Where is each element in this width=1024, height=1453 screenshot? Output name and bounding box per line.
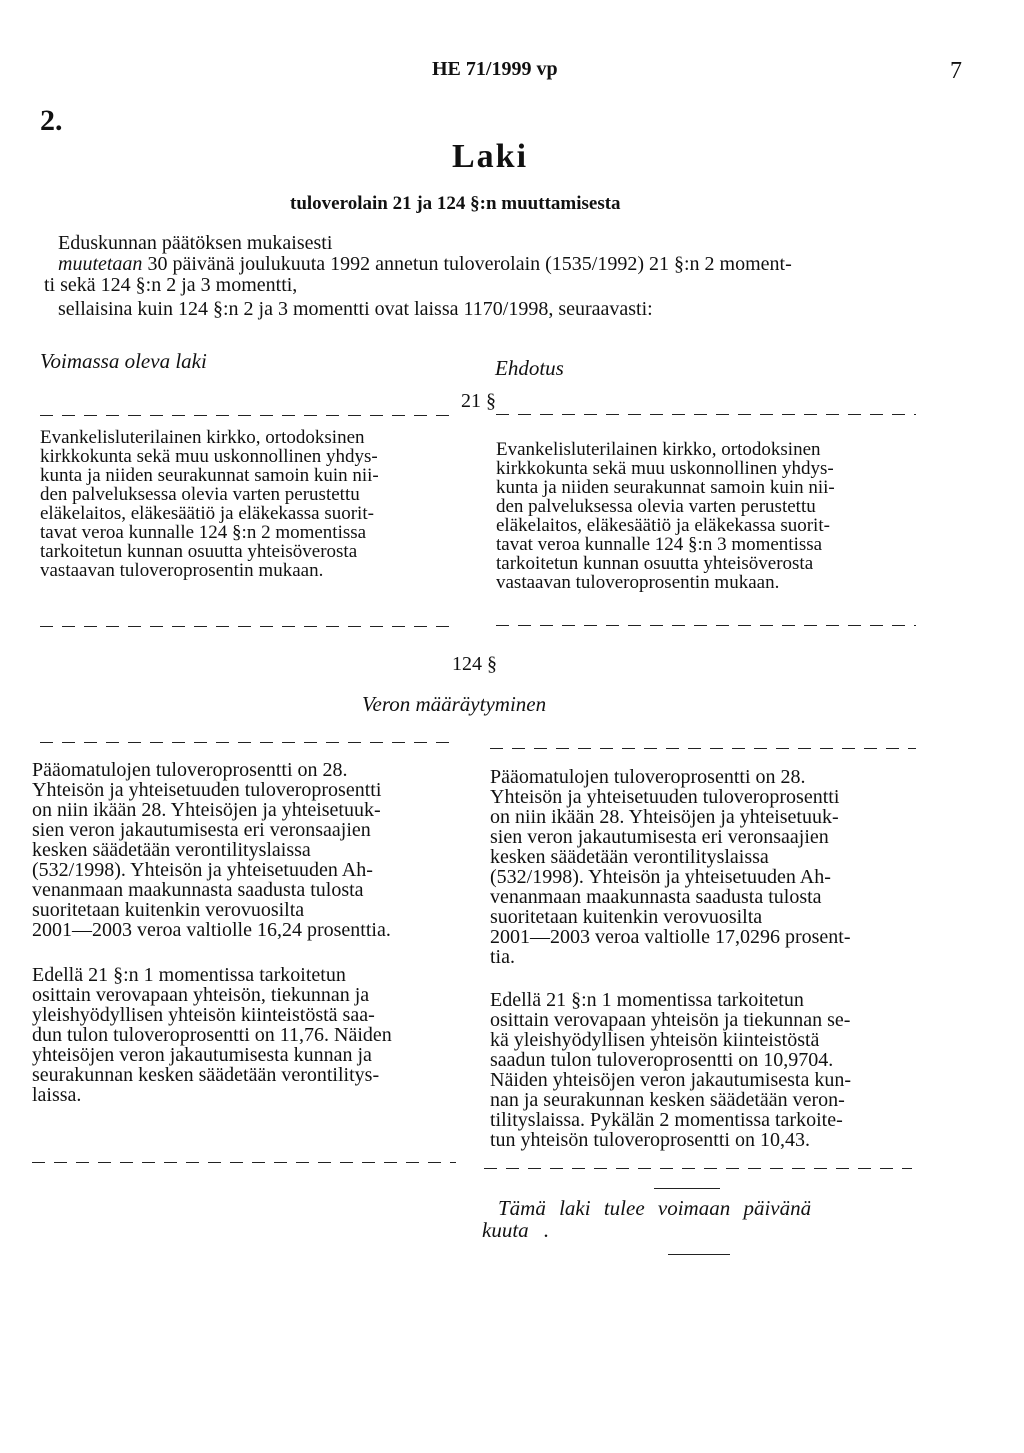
section-124-number: 124 § [452, 653, 497, 675]
text-line: Yhteisön ja yhteisetuuden tuloveroprosentti [32, 779, 382, 801]
intro-line-3: ti sekä 124 §:n 2 ja 3 momentti, [44, 274, 298, 296]
text-line: tarkoitetun kunnan osuutta yhteisöverosta [496, 553, 814, 574]
text-line: sien veron jakautumisesta eri veronsaajien [32, 819, 371, 841]
text-line: Edellä 21 §:n 1 momentissa tarkoitetun [490, 989, 804, 1011]
left-dashed-rule [32, 1162, 456, 1163]
text-line: kunta ja niiden seurakunnat samoin kuin nii- [496, 477, 835, 498]
text-line: tun yhteisön tuloveroprosentti on 10,43. [490, 1129, 810, 1151]
intro-line-2-rest: 30 päivänä joulukuuta 1992 annetun tuloverolain (1535/1992) 21 §:n 2 moment- [142, 253, 792, 275]
section-21-proposed-text [496, 440, 926, 592]
text-line: on niin ikään 28. Yhteisöjen ja yhteisetuuk- [490, 806, 839, 828]
text-line: Näiden yhteisöjen veron jakautumisesta kun- [490, 1069, 852, 1091]
text-line: Evankelisluterilainen kirkko, ortodoksinen [496, 439, 821, 460]
text-line: eläkelaitos, eläkesäätiö ja eläkekassa suorit- [40, 503, 374, 524]
text-line: kä yleishyödyllisen yhteisön kiinteistöstä [490, 1029, 820, 1051]
text-line: den palveluksessa olevia varten perustettu [40, 484, 360, 505]
law-title: Laki [452, 138, 529, 175]
entry-into-force-line-1: Tämä laki tulee voimaan päivänä [498, 1196, 812, 1220]
left-dashed-rule [40, 415, 458, 416]
section-124-current-paragraph-2 [32, 965, 472, 1105]
left-column-heading: Voimassa oleva laki [40, 349, 207, 373]
text-line: vastaavan tuloveroprosentin mukaan. [496, 572, 780, 593]
intro-verb: muutetaan [58, 253, 143, 275]
end-rule [668, 1254, 730, 1255]
text-line: tavat veroa kunnalle 124 §:n 2 momentissa [40, 522, 367, 543]
entry-into-force-line-2: kuuta . [482, 1218, 550, 1242]
text-line: saadun tulon tuloveroprosentti on 10,9704. [490, 1049, 834, 1071]
right-dashed-rule [496, 625, 916, 626]
text-line: eläkelaitos, eläkesäätiö ja eläkekassa suorit- [496, 515, 830, 536]
right-dashed-rule [496, 414, 916, 415]
text-line: 2001—2003 veroa valtiolle 17,0296 prosent- [490, 926, 851, 948]
section-number: 2. [40, 104, 63, 137]
text-line: kesken säädetään verontilityslaissa [490, 846, 769, 868]
text-line: kesken säädetään verontilityslaissa [32, 839, 311, 861]
section-124-proposed-paragraph-1 [490, 767, 930, 967]
right-dashed-rule [490, 748, 916, 749]
text-line: yhteisöjen veron jakautumisesta kunnan ja [32, 1044, 372, 1066]
text-line: Yhteisön ja yhteisetuuden tuloveroprosentti [490, 786, 840, 808]
text-line: Evankelisluterilainen kirkko, ortodoksinen [40, 427, 365, 448]
text-line: dun tulon tuloveroprosentti on 11,76. Näiden [32, 1024, 392, 1046]
text-line: kunta ja niiden seurakunnat samoin kuin nii- [40, 465, 379, 486]
text-line: nan ja seurakunnan kesken säädetään veron- [490, 1089, 845, 1111]
text-line: seurakunnan kesken säädetään verontilitys- [32, 1064, 380, 1086]
text-line: (532/1998). Yhteisön ja yhteisetuuden Ah- [490, 866, 831, 888]
text-line: tarkoitetun kunnan osuutta yhteisöverosta [40, 541, 358, 562]
text-line: tia. [490, 946, 515, 968]
text-line: tilityslaissa. Pykälän 2 momentissa tarkoite- [490, 1109, 843, 1131]
page-number: 7 [950, 58, 962, 84]
document-id: HE 71/1999 vp [432, 58, 558, 80]
text-line: kirkkokunta sekä muu uskonnollinen yhdys- [40, 446, 378, 467]
right-column-heading: Ehdotus [495, 356, 564, 380]
text-line: yleishyödyllisen yhteisön kiinteistöstä saa- [32, 1004, 375, 1026]
text-line: Pääomatulojen tuloveroprosentti on 28. [32, 759, 348, 781]
text-line: laissa. [32, 1084, 82, 1106]
text-line: kirkkokunta sekä muu uskonnollinen yhdys- [496, 458, 834, 479]
left-dashed-rule [40, 626, 458, 627]
text-line: (532/1998). Yhteisön ja yhteisetuuden Ah- [32, 859, 373, 881]
intro-line-4: sellaisina kuin 124 §:n 2 ja 3 momentti ovat laissa 1170/1998, seuraavasti: [58, 298, 653, 320]
text-line: den palveluksessa olevia varten perustettu [496, 496, 816, 517]
text-line: vastaavan tuloveroprosentin mukaan. [40, 560, 324, 581]
text-line: suoritetaan kuitenkin verovuosilta [32, 899, 305, 921]
section-124-current-paragraph-1 [32, 760, 472, 940]
text-line: sien veron jakautumisesta eri veronsaajien [490, 826, 829, 848]
text-line: venanmaan maakunnasta saadusta tulosta [32, 879, 364, 901]
text-line: 2001—2003 veroa valtiolle 16,24 prosenttia. [32, 919, 391, 941]
text-line: on niin ikään 28. Yhteisöjen ja yhteisetuuk- [32, 799, 381, 821]
text-line: Edellä 21 §:n 1 momentissa tarkoitetun [32, 964, 346, 986]
text-line: venanmaan maakunnasta saadusta tulosta [490, 886, 822, 908]
text-line: Pääomatulojen tuloveroprosentti on 28. [490, 766, 806, 788]
text-line: tavat veroa kunnalle 124 §:n 3 momentissa [496, 534, 823, 555]
section-124-proposed-paragraph-2 [490, 990, 930, 1150]
law-subtitle: tuloverolain 21 ja 124 §:n muuttamisesta [290, 193, 621, 214]
section-21-number: 21 § [461, 390, 496, 412]
text-line: suoritetaan kuitenkin verovuosilta [490, 906, 763, 928]
intro-line-2 [58, 254, 792, 274]
left-dashed-rule [40, 742, 458, 743]
right-dashed-rule [484, 1168, 912, 1169]
separator-rule [654, 1188, 720, 1189]
text-line: osittain verovapaan yhteisön ja tiekunnan se- [490, 1009, 851, 1031]
section-124-heading: Veron määräytyminen [362, 692, 547, 716]
intro-line-1: Eduskunnan päätöksen mukaisesti [58, 232, 333, 254]
section-21-current-text [40, 428, 470, 580]
text-line: osittain verovapaan yhteisön, tiekunnan ja [32, 984, 370, 1006]
